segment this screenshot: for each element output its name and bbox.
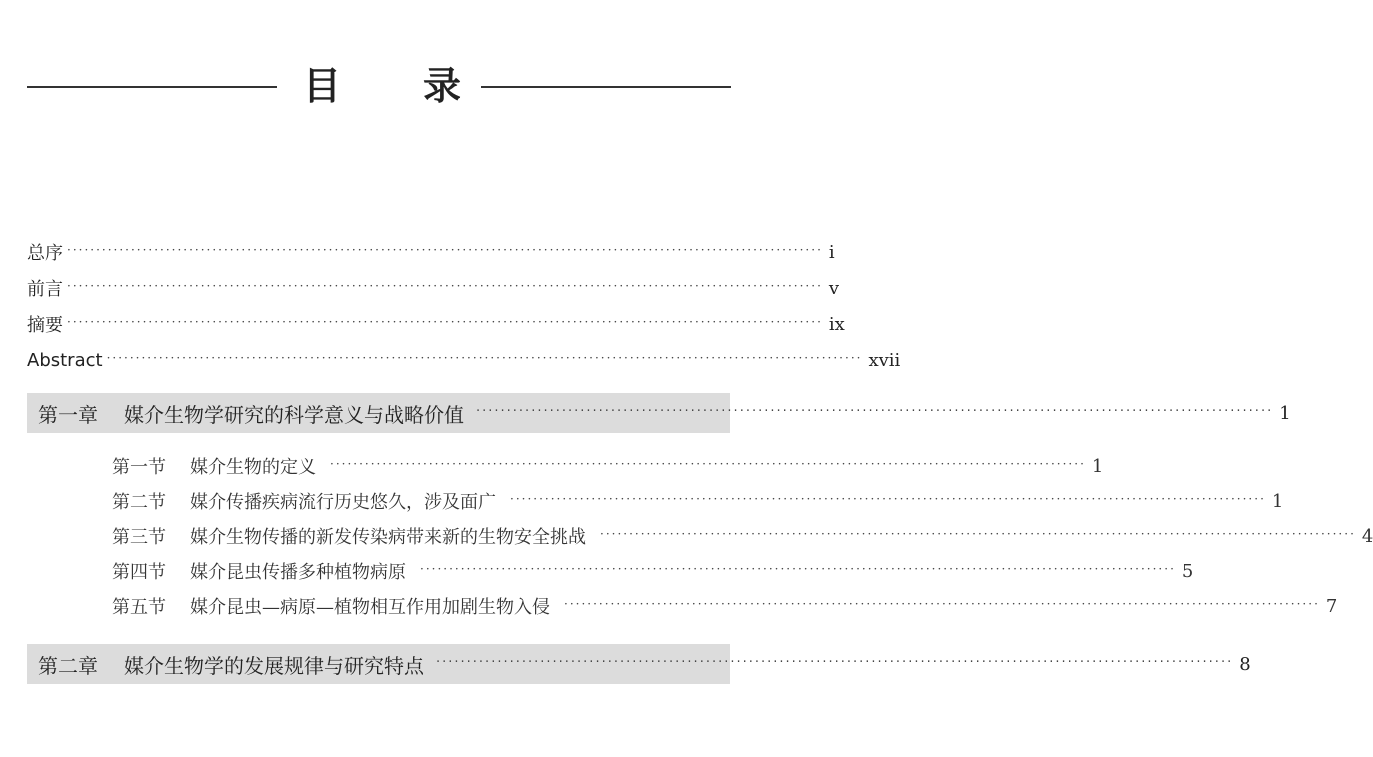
toc-section-1-3[interactable] — [112, 521, 1373, 551]
dot-leader: ·································································································································· — [67, 243, 823, 257]
dot-leader: ·································································································································· — [106, 351, 863, 365]
dot-leader: ·································································································································· — [330, 457, 1086, 471]
dot-leader: ·································································································································· — [420, 562, 1176, 576]
toc-section-1-4[interactable] — [112, 556, 1194, 586]
section-number: 第四节 — [112, 562, 166, 583]
toc-entry-foreword[interactable] — [27, 273, 840, 303]
chapter-label: 媒介生物学的发展规律与研究特点 — [124, 653, 424, 678]
chapter-label: 媒介生物学研究的科学意义与战略价值 — [124, 402, 464, 427]
toc-chapter-1[interactable] — [27, 393, 1291, 433]
section-label: 媒介传播疾病流行历史悠久，涉及面广 — [190, 492, 496, 513]
dot-leader: ·································································································································· — [67, 315, 823, 329]
title-rule-right — [481, 86, 731, 88]
section-page: 1 — [1271, 490, 1284, 512]
section-page: 4 — [1361, 525, 1373, 547]
toc-section-1-2[interactable] — [112, 486, 1284, 516]
entry-page: v — [828, 277, 840, 299]
section-number: 第三节 — [112, 527, 166, 548]
dot-leader: ·································································································································· — [436, 654, 1234, 670]
toc-section-1-1[interactable] — [112, 451, 1104, 481]
entry-label: 摘要 — [27, 315, 63, 336]
section-label: 媒介昆虫—病原—植物相互作用加剧生物入侵 — [190, 597, 550, 618]
chapter-page: 8 — [1239, 653, 1251, 675]
entry-label: 前言 — [27, 279, 63, 300]
toc-entry-preface-general[interactable] — [27, 237, 835, 267]
title-char-2: 录 — [423, 64, 462, 108]
title-char-1: 目 — [303, 64, 342, 108]
entry-label: 总序 — [27, 243, 63, 264]
chapter-number: 第二章 — [38, 653, 98, 678]
section-page: 7 — [1325, 595, 1338, 617]
entry-page: xvii — [868, 349, 901, 371]
entry-page: ix — [828, 313, 845, 335]
toc-entry-abstract[interactable] — [27, 345, 901, 375]
dot-leader: ·································································································································· — [564, 597, 1320, 611]
entry-label: Abstract — [27, 349, 103, 371]
section-label: 媒介生物的定义 — [190, 457, 316, 478]
title-rule-left — [27, 86, 277, 88]
section-page: 1 — [1091, 455, 1104, 477]
section-label: 媒介生物传播的新发传染病带来新的生物安全挑战 — [190, 527, 586, 548]
chapter-number: 第一章 — [38, 402, 98, 427]
dot-leader: ·································································································································· — [67, 279, 823, 293]
dot-leader: ·································································································································· — [476, 403, 1274, 419]
dot-leader: ·································································································································· — [600, 527, 1356, 541]
toc-section-1-5[interactable] — [112, 591, 1338, 621]
dot-leader: ·································································································································· — [510, 492, 1266, 506]
chapter-page: 1 — [1279, 402, 1291, 424]
section-number: 第一节 — [112, 457, 166, 478]
entry-page: i — [828, 241, 835, 263]
toc-title — [27, 58, 731, 114]
toc-entry-summary[interactable] — [27, 309, 845, 339]
toc-chapter-2[interactable] — [27, 644, 1251, 684]
section-number: 第五节 — [112, 597, 166, 618]
section-number: 第二节 — [112, 492, 166, 513]
section-label: 媒介昆虫传播多种植物病原 — [190, 562, 406, 583]
section-page: 5 — [1181, 560, 1194, 582]
